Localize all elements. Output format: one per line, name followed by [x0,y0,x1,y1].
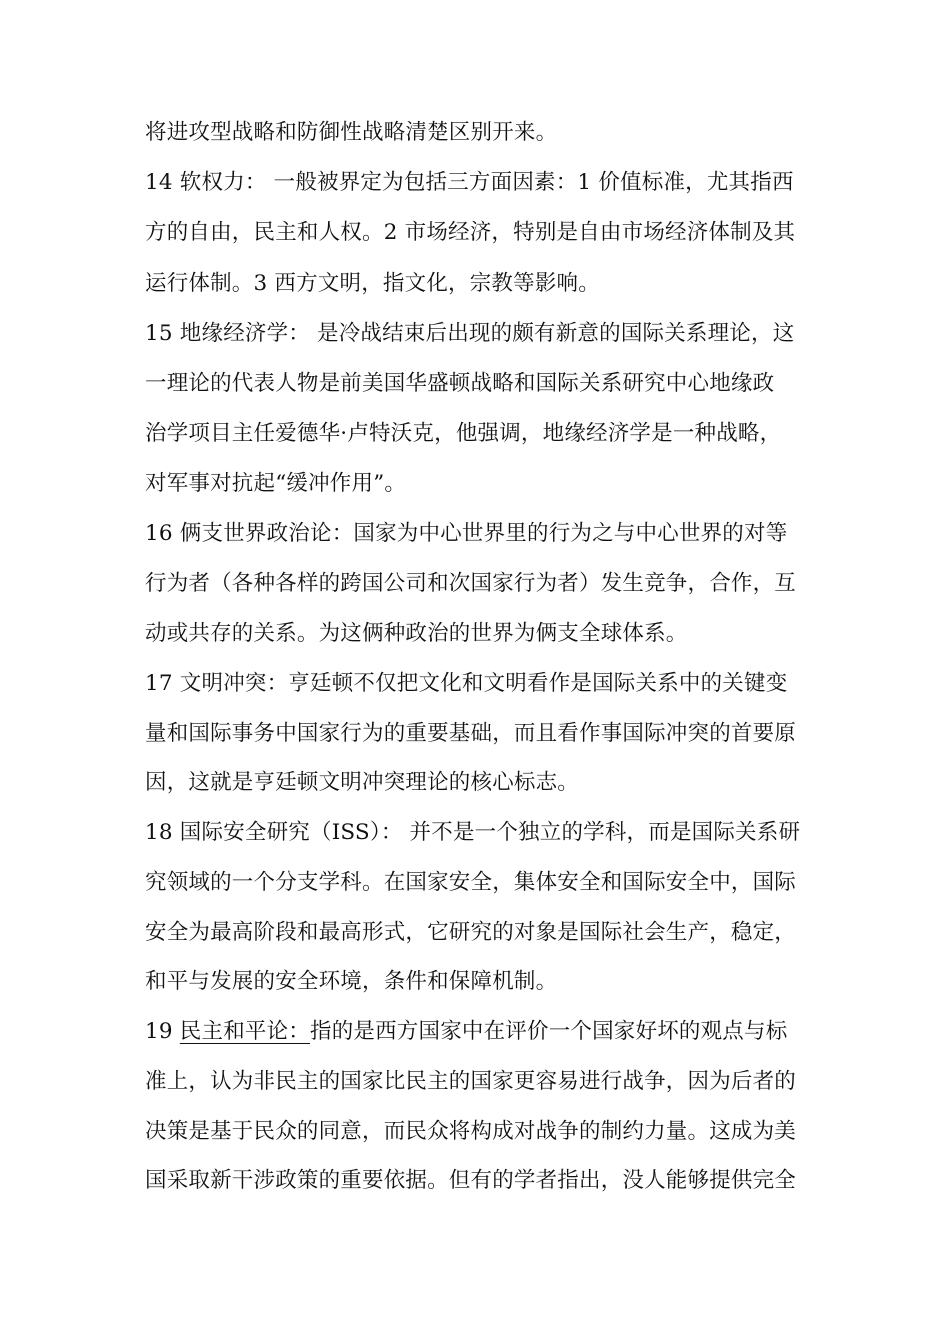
text-line-19 [145,1012,815,1052]
text-line: 15 地缘经济学： 是冷战结束后出现的颇有新意的国际关系理论，这 [145,321,795,346]
text-line: 安全为最高阶段和最高形式，它研究的对象是国际社会生产，稳定， [145,920,797,945]
text-line: 运行体制。3 西方文明，指文化，宗教等影响。 [145,271,600,296]
text-line: 量和国际事务中国家行为的重要基础，而且看作事国际冲突的首要原 [145,721,797,746]
text-line: 动或共存的关系。为这俩种政治的世界为俩支全球体系。 [145,621,688,646]
entry-number: 19 [145,1019,180,1044]
text-line: 治学项目主任爱德华·卢特沃克，他强调，地缘经济学是一种战略， [145,421,782,446]
text-line: 国采取新干涉政策的重要依据。但有的学者指出，没人能够提供完全 [145,1168,797,1193]
text-line: 16 俩支世界政治论：国家为中心世界里的行为之与中心世界的对等 [145,521,788,546]
underlined-term: 民主和平论： [179,1019,310,1044]
text-line: 一理论的代表人物是前美国华盛顿战略和国际关系研究中心地缘政 [145,371,775,396]
text-line: 准上，认为非民主的国家比民主的国家更容易进行战争，因为后者的 [145,1069,797,1094]
text-line: 将进攻型战略和防御性战略清楚区别开来。 [145,120,558,145]
text-line: 18 国际安全研究（ISS）： 并不是一个独立的学科，而是国际关系研 [145,820,801,845]
text-line: 方的自由，民主和人权。2 市场经济，特别是自由市场经济体制及其 [145,220,796,245]
text-line: 因，这就是亨廷顿文明冲突理论的核心标志。 [145,770,580,795]
text-line: 行为者（各种各样的跨国公司和次国家行为者）发生竞争，合作，互 [145,571,797,596]
entry-text: 指的是西方国家中在评价一个国家好坏的观点与标 [310,1019,788,1044]
text-line: 14 软权力： 一般被界定为包括三方面因素：1 价值标准，尤其指西 [145,170,794,195]
text-line: 对军事对抗起“缓冲作用”。 [145,471,407,496]
text-line: 决策是基于民众的同意，而民众将构成对战争的制约力量。这成为美 [145,1119,797,1144]
text-line: 17 文明冲突：亨廷顿不仅把文化和文明看作是国际关系中的关键变 [145,671,788,696]
text-line: 和平与发展的安全环境，条件和保障机制。 [145,969,558,994]
text-line: 究领域的一个分支学科。在国家安全，集体安全和国际安全中，国际 [145,870,797,895]
